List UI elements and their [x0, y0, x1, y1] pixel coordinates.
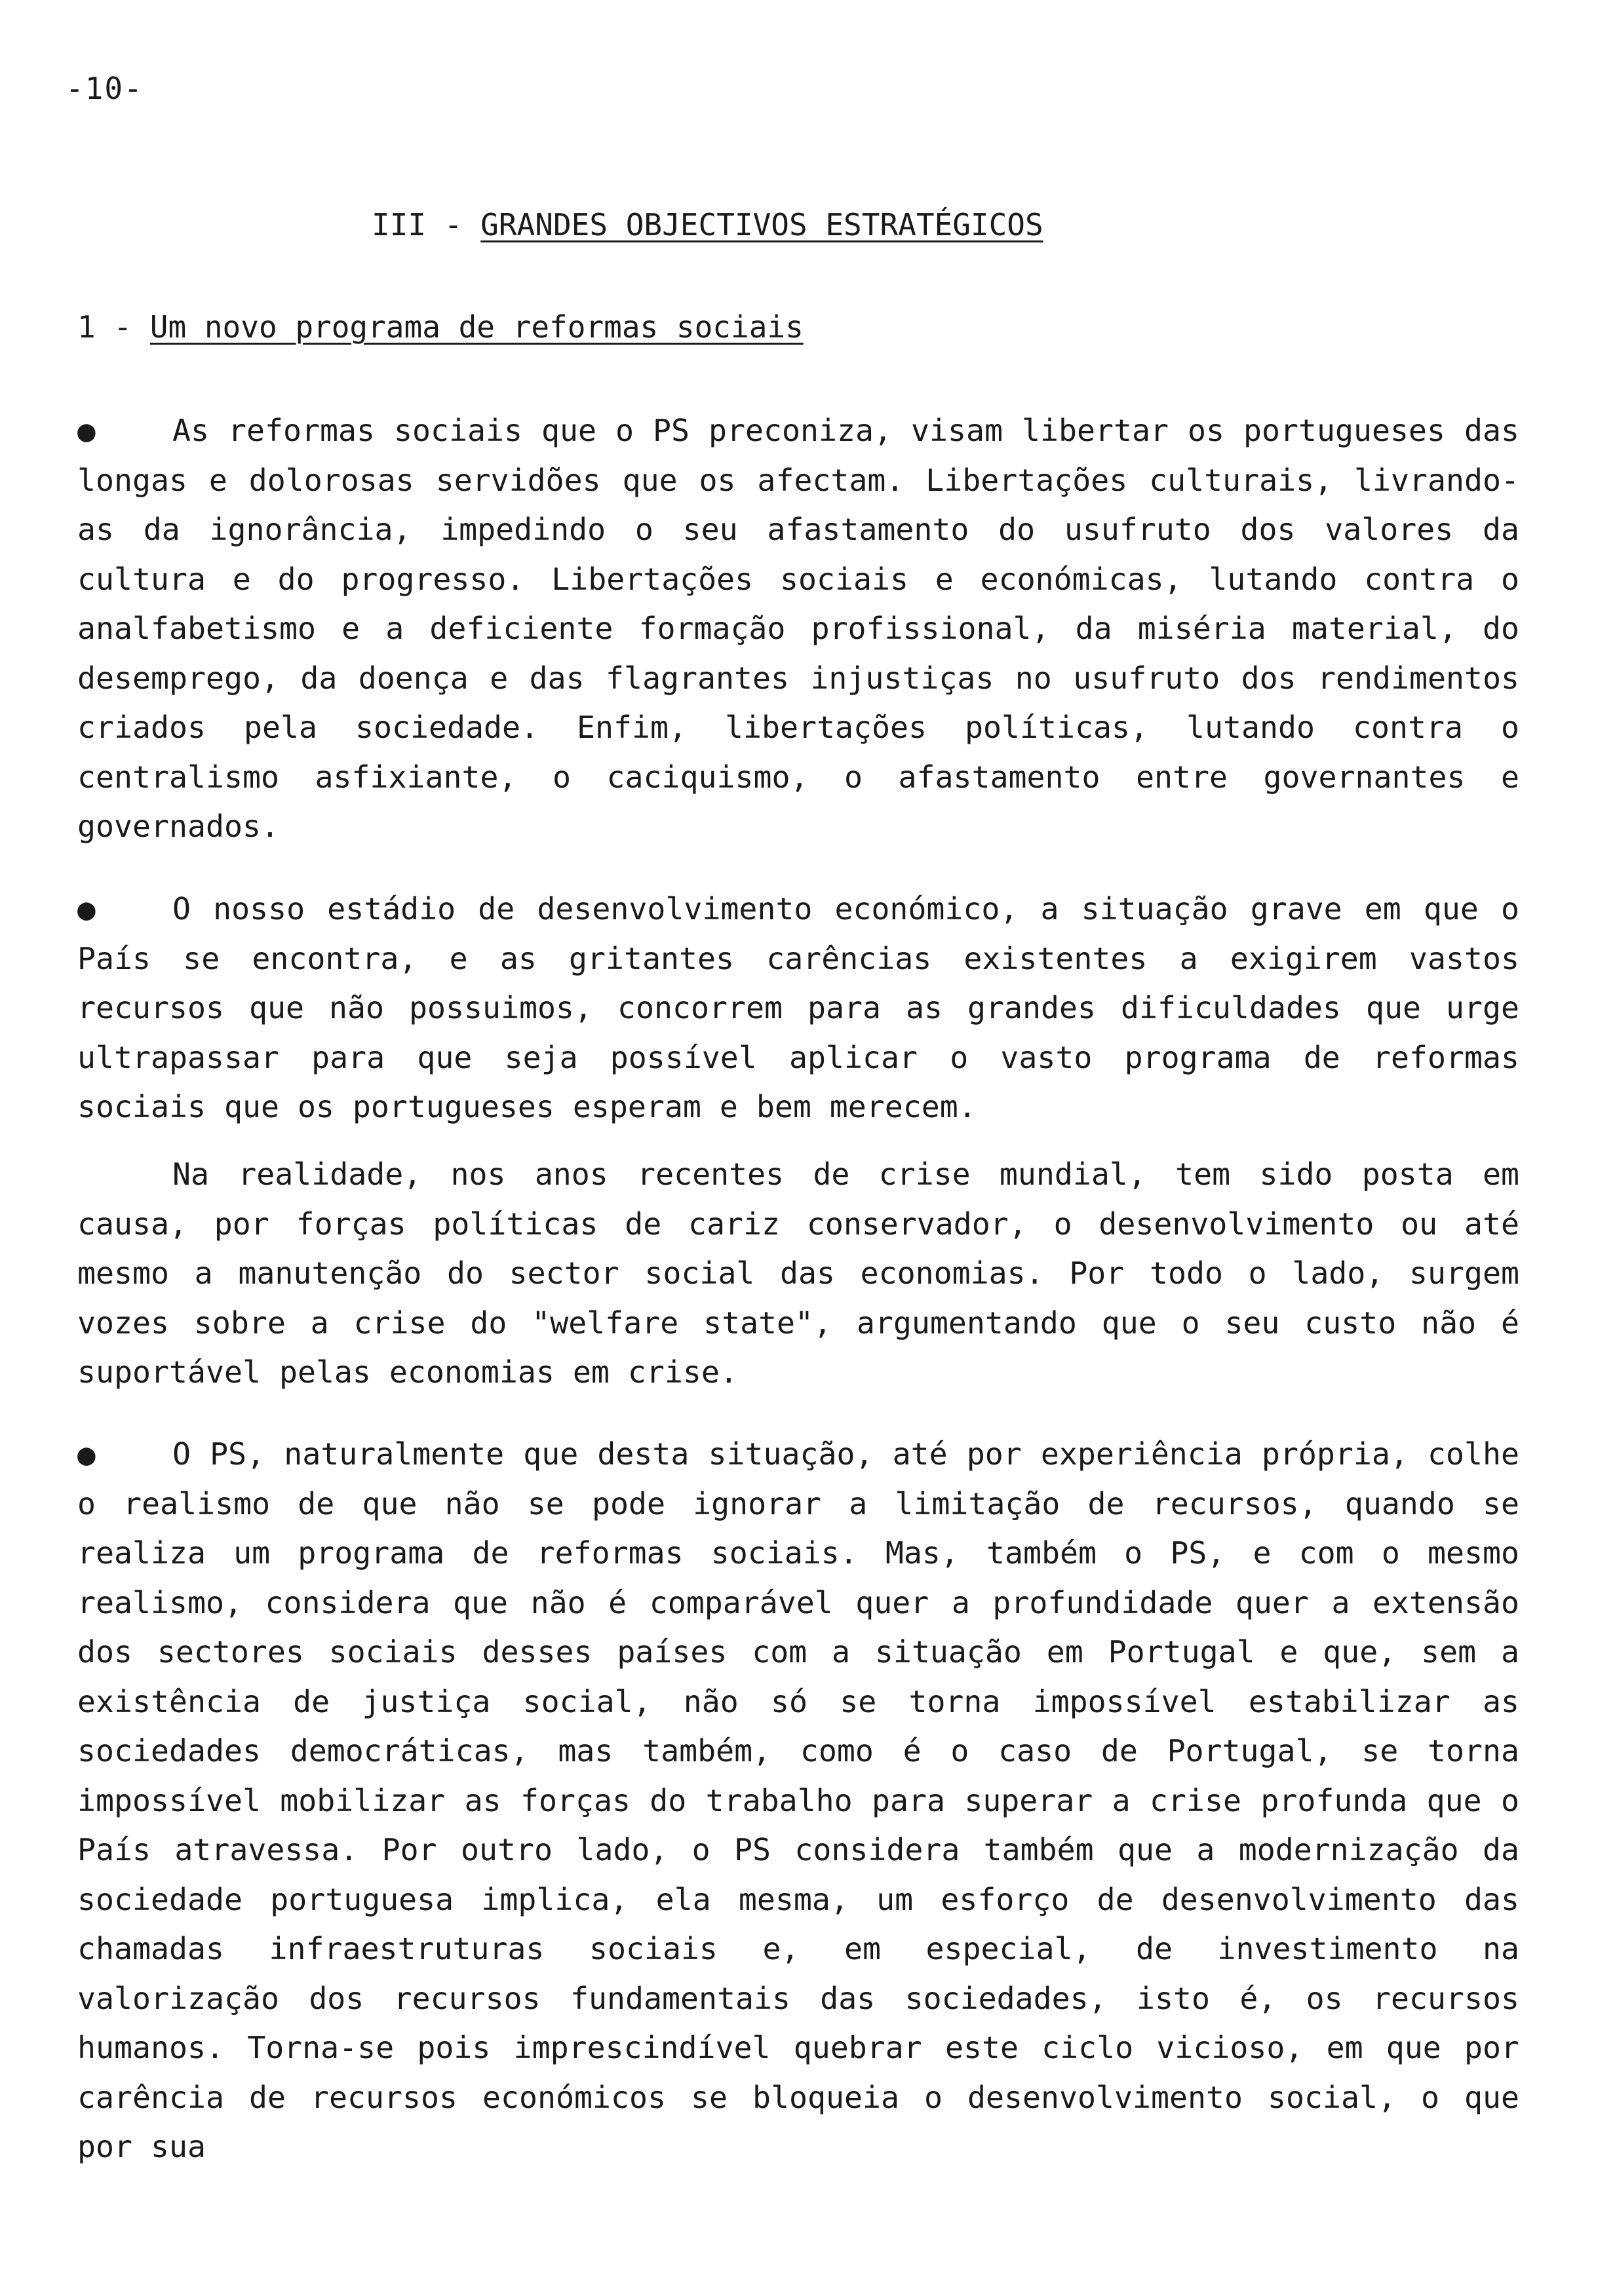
paragraph-text: O nosso estádio de desenvolvimento económico, a situação grave em que o País se encontra, e as gritantes carências existentes a exigirem vastos recursos que não possuimos, concorrem para as grandes dificuldades que urge ultrapassar para que seja possível aplicar o vasto programa de reformas sociais que os portugueses esperam e bem merecem.: [77, 891, 1519, 1124]
bullet-icon: ●: [77, 1436, 96, 1472]
paragraph-text: O PS, naturalmente que desta situação, até por experiência própria, colhe o realismo de que não se pode ignorar a limitação de recursos, quando se realiza um programa de reformas sociais. Mas, também o PS, e com o mesmo realismo, considera que não é comparável quer a profundidade quer a extensão dos sectores sociais desses países com a situação em Portugal e que, sem a existência de justiça social, não só se torna impossível estabilizar as sociedades democráticas, mas também, como é o caso de Portugal, se torna impossível mobilizar as forças do trabalho para superar a crise profunda que o País atravessa. Por outro lado, o PS considera também que a modernização da sociedade portuguesa implica, ela mesma, um esforço de desenvolvimento das chamadas infraestruturas sociais e, em especial, de investimento na valorização dos recursos fundamentais das sociedades, isto é, os recursos humanos. Torna-se pois imprescindível quebrar este ciclo vicioso, em que por carência de recursos económicos se bloqueia o desenvolvimento social, o que por sua: [77, 1436, 1519, 2164]
paragraph-3: [77, 1150, 1519, 1398]
paragraph-text: As reformas sociais que o PS preconiza, visam libertar os portugueses das longas e dolorosas servidões que os afectam. Libertações culturais, livrando-as da ignorância, impedindo o seu afastamento do usufruto dos valores da cultura e do progresso. Libertações sociais e económicas, lutando contra o analfabetismo e a deficiente formação profissional, da miséria material, do desemprego, da doença e das flagrantes injustiças no usufruto dos rendimentos criados pela sociedade. Enfim, libertações políticas, lutando contra o centralismo asfixiante, o caciquismo, o afastamento entre governantes e governados.: [77, 413, 1519, 844]
section-heading-title: GRANDES OBJECTIVOS ESTRATÉGICOS: [480, 207, 1043, 242]
section-heading-number: III -: [372, 207, 481, 242]
sub-heading: [77, 309, 804, 345]
sub-heading-number: 1 -: [77, 309, 150, 345]
paragraph-4: [77, 1430, 1519, 2172]
paragraph-text: Na realidade, nos anos recentes de crise mundial, tem sido posta em causa, por forças políticas de cariz conservador, o desenvolvimento ou até mesmo a manutenção do sector social das economias. Por todo o lado, surgem vozes sobre a crise do "welfare state", argumentando que o seu custo não é suportável pelas economias em crise.: [77, 1157, 1519, 1390]
sub-heading-title: Um novo programa de reformas sociais: [149, 309, 804, 345]
paragraph-2: [77, 885, 1519, 1132]
page-number: -10-: [66, 71, 144, 106]
bullet-icon: ●: [77, 413, 96, 448]
paragraph-1: [77, 406, 1519, 852]
section-heading: [372, 207, 1043, 242]
bullet-icon: ●: [77, 891, 96, 927]
